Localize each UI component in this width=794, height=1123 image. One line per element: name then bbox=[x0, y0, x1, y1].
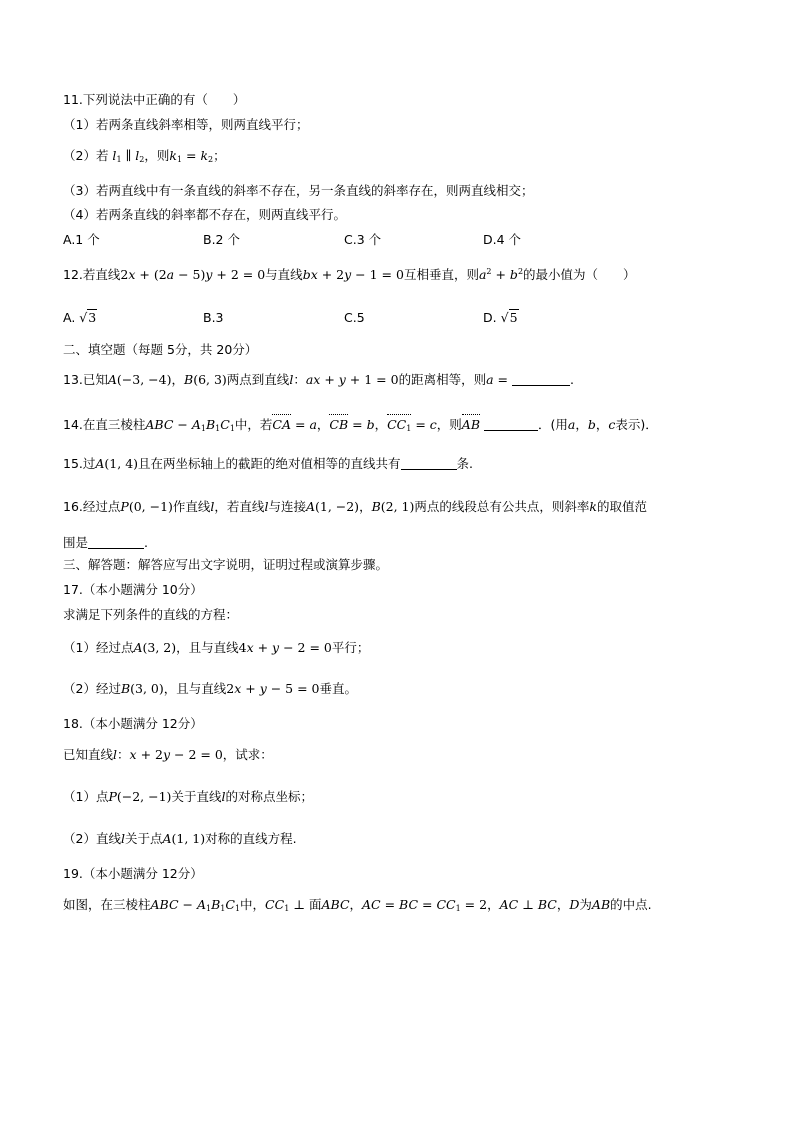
q17-stem: 求满足下列条件的直线的方程： bbox=[63, 607, 239, 622]
q11-statement-2: （2）若 $l_1$ ∥ $l_2$，则$k_1 = k_2$； bbox=[63, 148, 226, 164]
q11-stem: 11.下列说法中正确的有（ ） bbox=[63, 92, 246, 107]
q12-stem: 12.若直线2x + (2a − 5)y + 2 = 0与直线bx + 2y − 1 = 0互相垂直，则$a^2 + b^2$的最小值为（ ） bbox=[63, 267, 636, 282]
q12-option-c: C.5 bbox=[344, 310, 365, 325]
q11-option-c: C.3 个 bbox=[344, 232, 382, 247]
section-fill-in-title: 二、填空题（每题 5分，共 20分） bbox=[63, 342, 258, 357]
q18-stem: 已知直线l：x + 2y − 2 = 0，试求： bbox=[63, 747, 273, 762]
q16-answer-blank[interactable] bbox=[88, 536, 144, 549]
q17-header: 17.（本小题满分 10分） bbox=[63, 582, 203, 597]
q11-option-d: D.4 个 bbox=[483, 232, 522, 247]
q15-answer-blank[interactable] bbox=[401, 457, 457, 470]
q17-part-1: （1）经过点A(3, 2)，且与直线4x + y − 2 = 0平行； bbox=[63, 640, 370, 655]
q19-stem: 如图，在三棱柱ABC − $A_1B_1C_1$中，$CC_1$ ⊥ 面ABC，AC = BC = $CC_1 = 2$，AC ⊥ BC，D为AB的中点. bbox=[63, 897, 652, 913]
q12-option-d: D. √5 bbox=[483, 310, 518, 325]
q12-option-a: A. √3 bbox=[63, 310, 97, 325]
q13-answer-blank[interactable] bbox=[512, 373, 570, 386]
q18-header: 18.（本小题满分 12分） bbox=[63, 716, 203, 731]
q11-statement-4: （4）若两条直线的斜率都不存在，则两直线平行。 bbox=[63, 207, 346, 222]
q12-option-b: B.3 bbox=[203, 310, 224, 325]
q18-part-1: （1）点P(−2, −1)关于直线l的对称点坐标； bbox=[63, 789, 313, 804]
q11-statement-1: （1）若两条直线斜率相等，则两直线平行； bbox=[63, 117, 309, 132]
q11-option-b: B.2 个 bbox=[203, 232, 240, 247]
q17-part-2: （2）经过B(3, 0)，且与直线2x + y − 5 = 0垂直。 bbox=[63, 681, 358, 696]
q11-statement-3: （3）若两直线中有一条直线的斜率不存在，另一条直线的斜率存在，则两直线相交； bbox=[63, 183, 534, 198]
q11-option-a: A.1 个 bbox=[63, 232, 100, 247]
q14-stem: 14.在直三棱柱ABC − $A_1B_1C_1$中，若CA = a，CB = b，$CC_1 = c$，则AB ．(用a，b，c表示)． bbox=[63, 417, 658, 437]
q16-stem: 16.经过点P(0, −1)作直线l，若直线l与连接A(1, −2)，B(2, 1)两点的线段总有公共点，则斜率k的取值范 bbox=[63, 499, 647, 514]
section-solve-title: 三、解答题：解答应写出文字说明，证明过程或演算步骤。 bbox=[63, 557, 389, 572]
q18-part-2: （2）直线l关于点A(1, 1)对称的直线方程. bbox=[63, 831, 297, 846]
q19-header: 19.（本小题满分 12分） bbox=[63, 866, 203, 881]
q15-stem: 15.过A(1, 4)且在两坐标轴上的截距的绝对值相等的直线共有 条. bbox=[63, 456, 474, 471]
q13-stem: 13.已知A(−3, −4)，B(6, 3)两点到直线l：ax + y + 1 = 0的距离相等，则a = . bbox=[63, 372, 574, 387]
q16-stem-line2: 围是 . bbox=[63, 535, 148, 550]
q14-answer-blank[interactable] bbox=[484, 418, 538, 431]
